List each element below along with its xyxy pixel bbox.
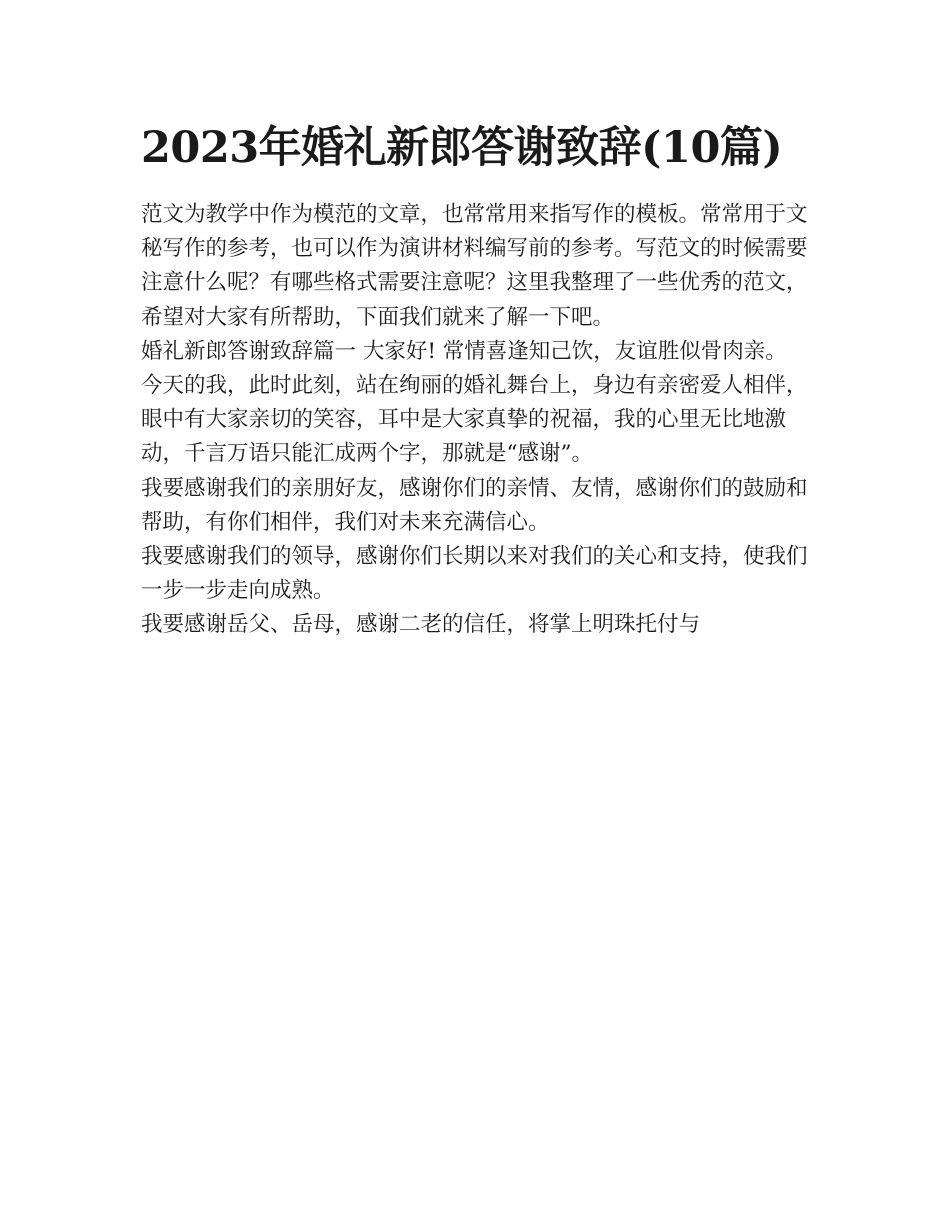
- document-title: 2023年婚礼新郎答谢致辞(10篇): [141, 123, 783, 173]
- document-page: [141, 112, 821, 643]
- paragraph-2: 今天的我，此时此刻，站在绚丽的婚礼舞台上，身边有亲密爱人相伴，眼中有大家亲切的笑容，耳中是大家真挚的祝福，我的心里无比地激动，千言万语只能汇成两个字，那就是“感谢”。: [141, 373, 808, 467]
- paragraph-4: 我要感谢我们的领导，感谢你们长期以来对我们的关心和支持，使我们一步一步走向成熟。: [141, 544, 808, 604]
- paragraph-3: 我要感谢我们的亲朋好友，感谢你们的亲情、友情，感谢你们的鼓励和帮助，有你们相伴，我们对未来充满信心。: [141, 475, 808, 535]
- paragraph-1: 婚礼新郎答谢致辞篇一 大家好! 常情喜逢知己饮，友谊胜似骨肉亲。: [141, 338, 787, 364]
- document-body: [141, 198, 821, 643]
- paragraph-intro: 范文为教学中作为模范的文章，也常常用来指写作的模板。常常用于文秘写作的参考，也可以作为演讲材料编写前的参考。写范文的时候需要注意什么呢？有哪些格式需要注意呢？这里我整理了一些优秀的范文，希望对大家有所帮助，下面我们就来了解一下吧。: [141, 202, 808, 330]
- paragraph-5: 我要感谢岳父、岳母，感谢二老的信任，将掌上明珠托付与: [141, 612, 701, 638]
